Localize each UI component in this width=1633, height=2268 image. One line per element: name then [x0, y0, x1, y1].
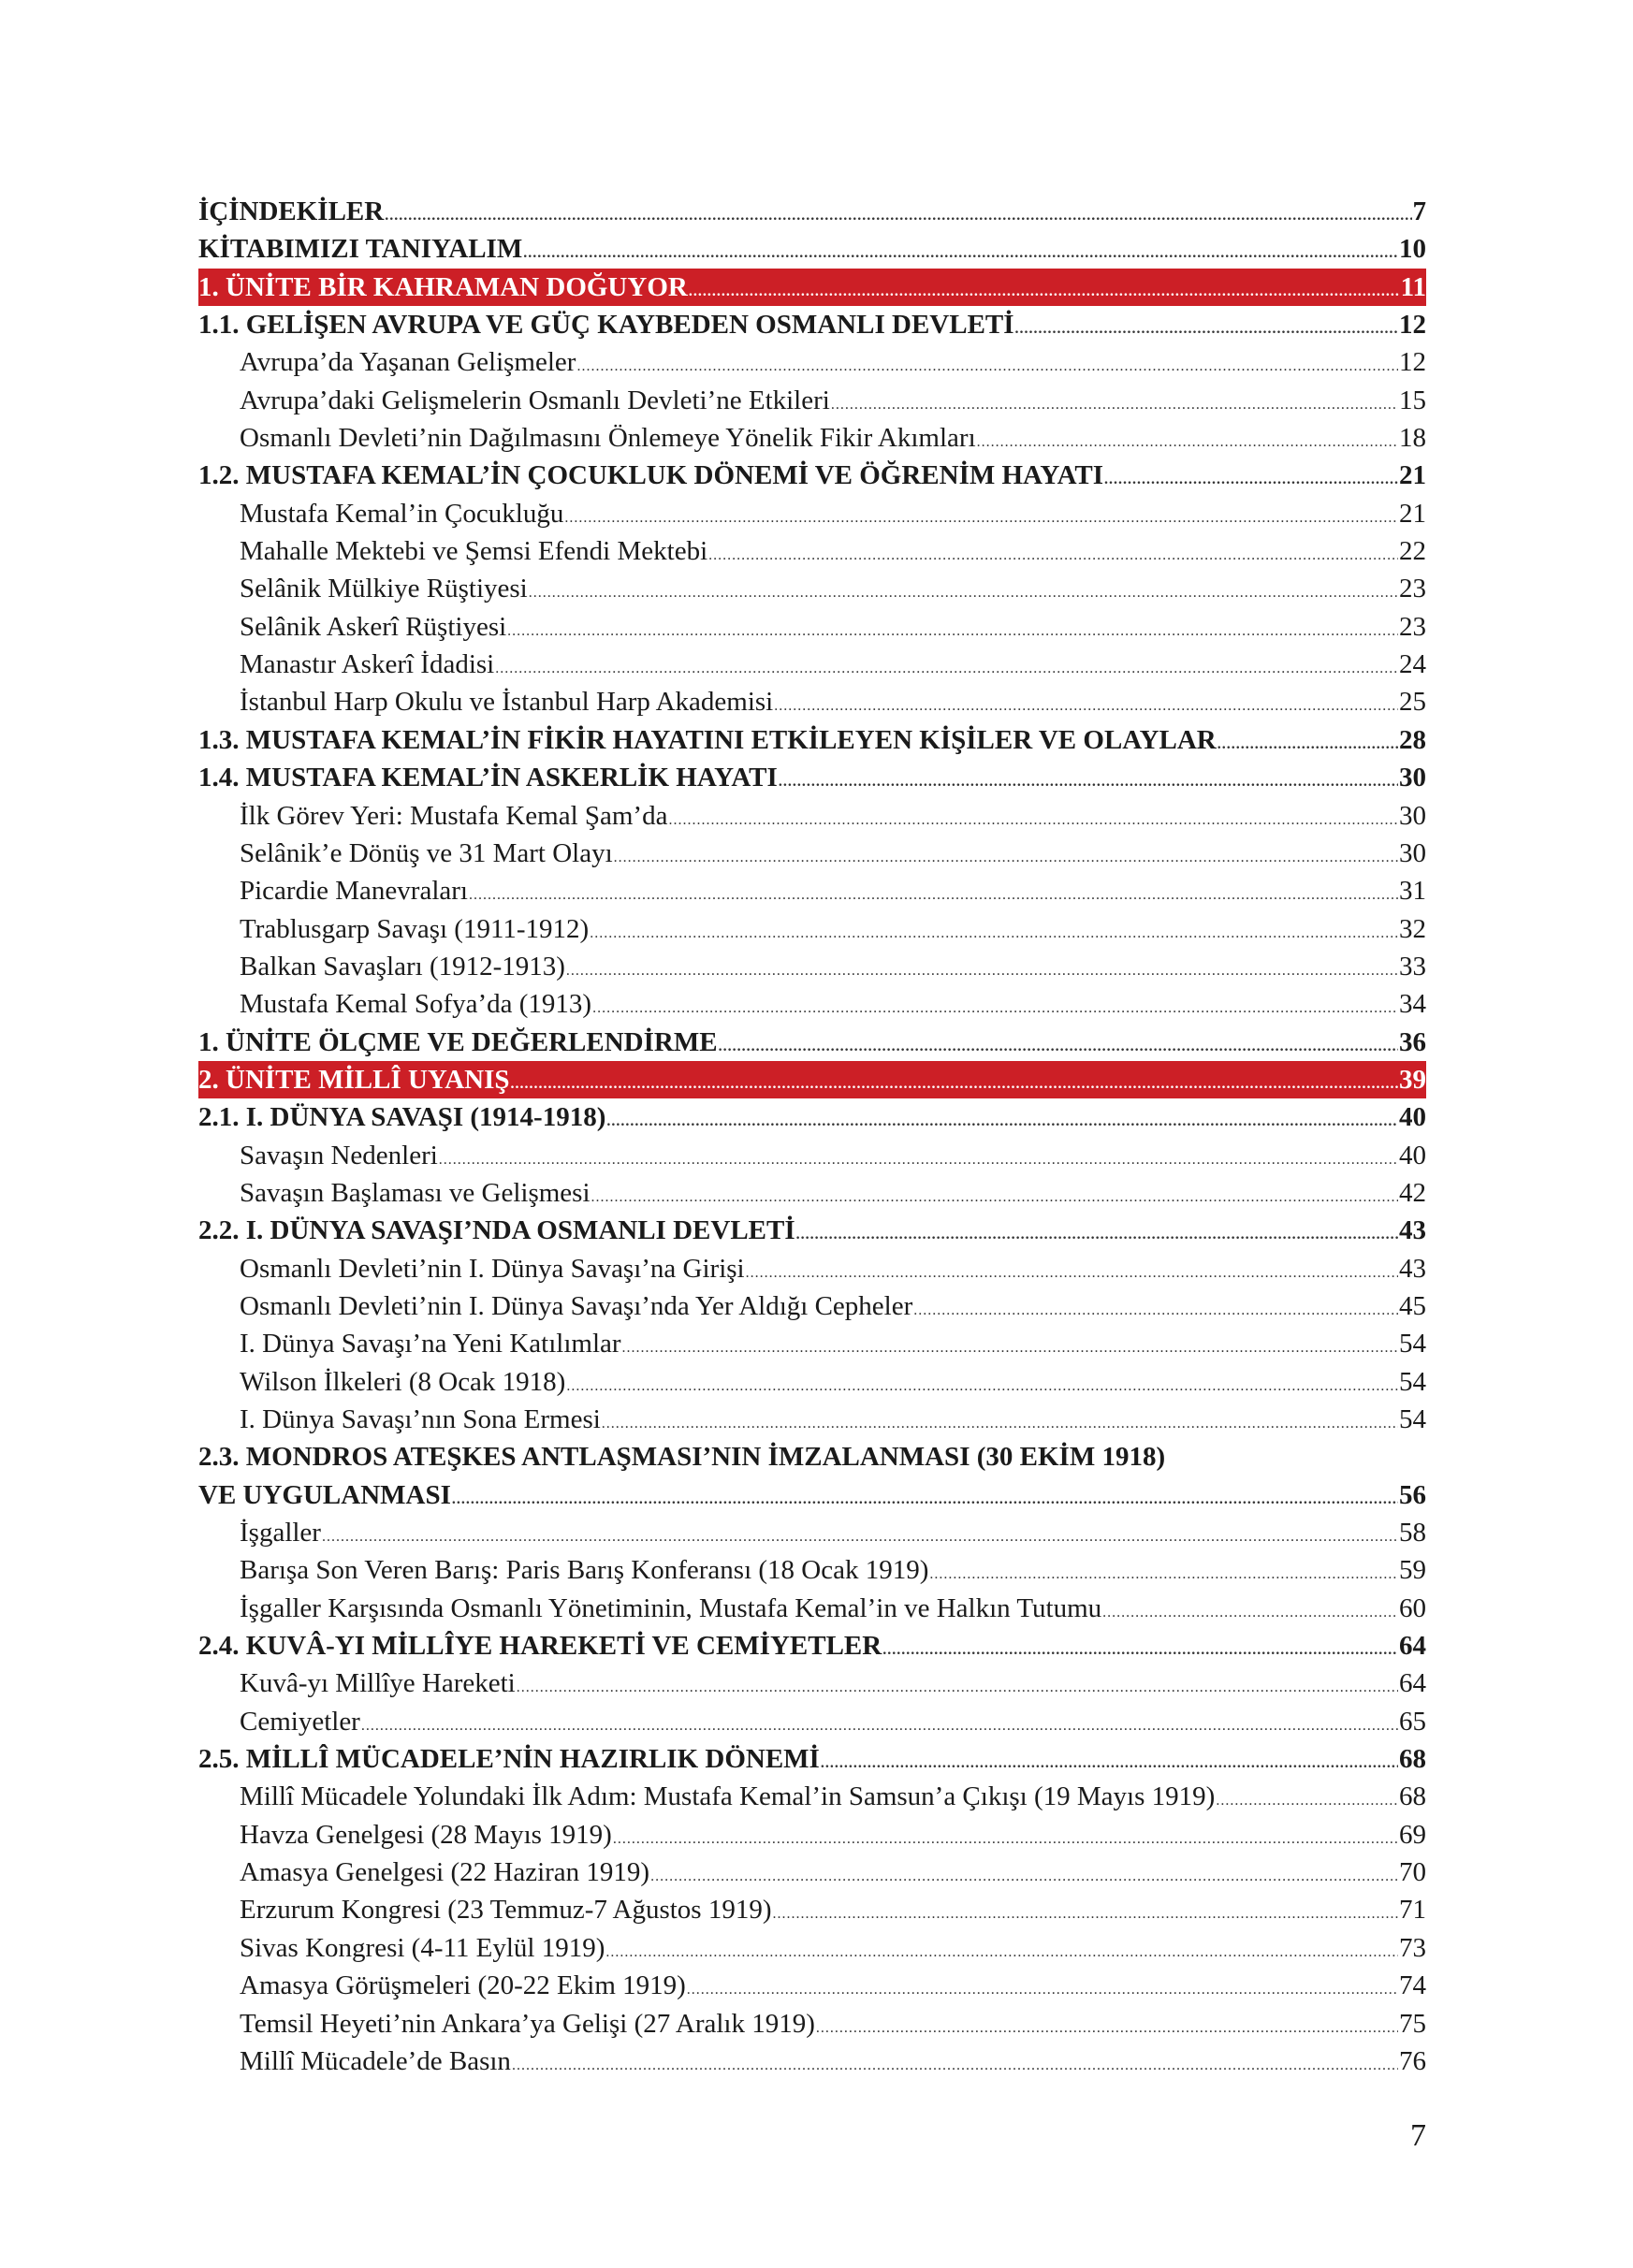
toc-page-number: 42 — [1399, 1177, 1426, 1208]
toc-entry-title: Savaşın Nedenleri — [240, 1140, 438, 1170]
toc-leader-dots — [606, 1103, 1398, 1141]
toc-page-number: 30 — [1399, 800, 1426, 831]
toc-entry-title: İşgaller Karşısında Osmanlı Yönetiminin, Mustafa Kemal’in ve Halkın Tutumu — [240, 1592, 1102, 1623]
toc-leader-dots — [566, 1368, 1398, 1405]
toc-leader-dots — [511, 1066, 1398, 1103]
toc-subentry-row[interactable] — [198, 1137, 1426, 1174]
toc-section-row[interactable] — [198, 1098, 1426, 1136]
toc-subentry-row[interactable] — [198, 382, 1426, 419]
toc-entry-title: Avrupa’da Yaşanan Gelişmeler — [240, 347, 576, 378]
toc-leader-dots — [495, 650, 1398, 688]
toc-subentry-row[interactable] — [198, 1703, 1426, 1740]
toc-entry-title: 2.4. KUVÂ-YI MİLLÎYE HAREKETİ VE CEMİYETLER — [198, 1631, 882, 1662]
toc-page-number: 69 — [1399, 1819, 1426, 1850]
toc-entry-title: Amasya Görüşmeleri (20-22 Ekim 1919) — [240, 1970, 686, 2001]
toc-leader-dots — [1216, 1782, 1398, 1820]
toc-entry-title: 1.2. MUSTAFA KEMAL’İN ÇOCUKLUK DÖNEMİ VE ÖĞRENİM HAYATI — [198, 460, 1104, 491]
toc-subentry-row[interactable] — [198, 1250, 1426, 1287]
toc-entry-title: 1.1. GELİŞEN AVRUPA VE GÜÇ KAYBEDEN OSMANLI DEVLETİ — [198, 310, 1014, 341]
toc-entry-title: 2.5. MİLLÎ MÜCADELE’NİN HAZIRLIK DÖNEMİ — [198, 1744, 820, 1775]
toc-entry-title: Manastır Askerî İdadisi — [240, 649, 495, 680]
toc-subentry-row[interactable] — [198, 1891, 1426, 1928]
toc-subentry-row[interactable] — [198, 1551, 1426, 1589]
toc-leader-dots — [746, 1255, 1398, 1292]
toc-subentry-row[interactable] — [198, 646, 1426, 683]
toc-leader-dots — [689, 273, 1400, 311]
toc-leader-dots — [668, 802, 1398, 839]
toc-entry-title: Barışa Son Veren Barış: Paris Barış Konferansı (18 Ocak 1919) — [240, 1555, 929, 1586]
toc-entry-title: Mustafa Kemal Sofya’da (1913) — [240, 989, 592, 1020]
toc-leader-dots — [614, 839, 1398, 877]
toc-leader-dots — [576, 348, 1398, 385]
toc-subentry-row[interactable] — [198, 2005, 1426, 2043]
toc-entry-title: Temsil Heyeti’nin Ankara’ya Gelişi (27 Aralık 1919) — [240, 2008, 815, 2039]
toc-leader-dots — [882, 1632, 1398, 1669]
toc-page-number: 71 — [1399, 1895, 1426, 1926]
toc-subentry-row[interactable] — [198, 608, 1426, 646]
toc-subentry-row[interactable] — [198, 1287, 1426, 1325]
toc-page-number: 36 — [1399, 1026, 1426, 1057]
toc-page-number: 24 — [1399, 649, 1426, 680]
toc-entry-title: Erzurum Kongresi (23 Temmuz-7 Ağustos 1919) — [240, 1895, 772, 1926]
toc-page-number: 10 — [1399, 234, 1426, 265]
toc-section-row[interactable] — [198, 230, 1426, 268]
toc-leader-dots — [622, 1330, 1398, 1367]
toc-page-number: 30 — [1399, 837, 1426, 868]
toc-entry-title: Kuvâ-yı Millîye Hareketi — [240, 1668, 516, 1699]
toc-entry-title: 1. ÜNİTE BİR KAHRAMAN DOĞUYOR — [198, 271, 688, 302]
table-of-contents — [198, 193, 1426, 2080]
toc-entry-title: İstanbul Harp Okulu ve İstanbul Harp Akademisi — [240, 687, 774, 718]
toc-leader-dots — [439, 1141, 1398, 1179]
toc-leader-dots — [816, 2010, 1398, 2047]
toc-page-number: 70 — [1399, 1857, 1426, 1888]
toc-section-row[interactable] — [198, 306, 1426, 343]
toc-entry-title: VE UYGULANMASI — [198, 1479, 451, 1510]
toc-leader-dots — [613, 1821, 1398, 1858]
toc-page-number: 54 — [1399, 1404, 1426, 1434]
toc-page-number: 21 — [1399, 460, 1426, 491]
toc-page-number: 76 — [1399, 2045, 1426, 2076]
toc-page-number: 64 — [1399, 1668, 1426, 1699]
toc-unit-row[interactable] — [198, 1061, 1426, 1098]
toc-section-row[interactable] — [198, 759, 1426, 796]
toc-leader-dots — [779, 763, 1398, 801]
toc-leader-dots — [469, 877, 1398, 914]
toc-subentry-row[interactable] — [198, 419, 1426, 457]
toc-page-number: 74 — [1399, 1970, 1426, 2001]
toc-leader-dots — [322, 1519, 1398, 1556]
toc-page-number: 31 — [1399, 876, 1426, 907]
toc-subentry-row[interactable] — [198, 532, 1426, 570]
toc-entry-title: Mahalle Mektebi ve Şemsi Efendi Mektebi — [240, 536, 708, 567]
toc-leader-dots — [774, 688, 1398, 725]
toc-section-row[interactable] — [198, 1627, 1426, 1665]
toc-entry-title: Havza Genelgesi (28 Mayıs 1919) — [240, 1819, 612, 1850]
toc-subentry-row[interactable] — [198, 1590, 1426, 1627]
toc-section-row[interactable] — [198, 1212, 1426, 1249]
toc-section-row[interactable] — [198, 1024, 1426, 1061]
toc-entry-title: Savaşın Başlaması ve Gelişmesi — [240, 1177, 591, 1208]
toc-page-number: 33 — [1399, 951, 1426, 981]
toc-entry-title: 2.1. I. DÜNYA SAVAŞI (1914-1918) — [198, 1102, 606, 1133]
toc-page-number: 22 — [1399, 536, 1426, 567]
toc-subentry-row[interactable] — [198, 2043, 1426, 2080]
toc-subentry-row[interactable] — [198, 1929, 1426, 1967]
toc-leader-dots — [592, 990, 1398, 1027]
toc-page-number: 34 — [1399, 989, 1426, 1020]
toc-subentry-row[interactable] — [198, 1325, 1426, 1362]
toc-leader-dots — [523, 235, 1398, 272]
toc-page-number: 12 — [1399, 347, 1426, 378]
toc-page-number: 11 — [1400, 271, 1426, 302]
toc-subentry-row[interactable] — [198, 910, 1426, 948]
toc-entry-title: Mustafa Kemal’in Çocukluğu — [240, 498, 564, 529]
toc-entry-title: İlk Görev Yeri: Mustafa Kemal Şam’da — [240, 800, 668, 831]
toc-page-number: 43 — [1399, 1253, 1426, 1284]
toc-entry-title: Wilson İlkeleri (8 Ocak 1918) — [240, 1366, 566, 1397]
toc-page-number: 58 — [1399, 1518, 1426, 1548]
toc-entry-title: Osmanlı Devleti’nin I. Dünya Savaşı’na Girişi — [240, 1253, 745, 1284]
toc-section-row[interactable] — [198, 1476, 1426, 1514]
toc-leader-dots — [564, 500, 1398, 537]
toc-leader-dots — [719, 1028, 1398, 1066]
toc-entry-title: Picardie Manevraları — [240, 876, 468, 907]
toc-subentry-row[interactable] — [198, 343, 1426, 381]
toc-subentry-row[interactable] — [198, 1174, 1426, 1212]
toc-page-number: 60 — [1399, 1592, 1426, 1623]
toc-page-number: 23 — [1399, 574, 1426, 604]
toc-page-number: 54 — [1399, 1329, 1426, 1359]
toc-leader-dots — [590, 915, 1398, 952]
toc-entry-title: Avrupa’daki Gelişmelerin Osmanlı Devleti’ne Etkileri — [240, 385, 830, 415]
toc-entry-title: Sivas Kongresi (4-11 Eylül 1919) — [240, 1932, 605, 1963]
toc-page-number: 32 — [1399, 913, 1426, 944]
toc-leader-dots — [1104, 461, 1398, 499]
toc-page-number: 28 — [1399, 724, 1426, 755]
toc-unit-row[interactable] — [198, 269, 1426, 306]
toc-leader-dots — [1015, 311, 1398, 348]
toc-subentry-row[interactable] — [198, 835, 1426, 872]
toc-page-number: 59 — [1399, 1555, 1426, 1586]
toc-entry-title: Millî Mücadele Yolundaki İlk Adım: Mustafa Kemal’in Samsun’a Çıkışı (19 Mayıs 1919) — [240, 1781, 1216, 1812]
toc-page-number: 68 — [1399, 1781, 1426, 1812]
toc-leader-dots — [512, 2047, 1398, 2085]
toc-leader-dots — [650, 1858, 1398, 1896]
toc-page-number: 56 — [1399, 1479, 1426, 1510]
toc-entry-title: Selânik’e Dönüş ve 31 Mart Olayı — [240, 837, 613, 868]
toc-entry-title: Millî Mücadele’de Basın — [240, 2045, 511, 2076]
toc-page-number: 12 — [1399, 310, 1426, 341]
toc-subentry-row[interactable] — [198, 797, 1426, 835]
toc-leader-dots — [605, 1934, 1398, 1971]
toc-subentry-row[interactable] — [198, 1854, 1426, 1891]
toc-leader-dots — [708, 537, 1398, 574]
toc-page-number: 64 — [1399, 1631, 1426, 1662]
toc-page-number: 40 — [1399, 1102, 1426, 1133]
toc-entry-title: Selânik Mülkiye Rüştiyesi — [240, 574, 528, 604]
toc-leader-dots — [796, 1216, 1398, 1254]
toc-page-number: 75 — [1399, 2008, 1426, 2039]
toc-page-number: 21 — [1399, 498, 1426, 529]
toc-leader-dots — [913, 1292, 1398, 1330]
toc-leader-dots — [773, 1896, 1399, 1933]
toc-entry-title: Osmanlı Devleti’nin Dağılmasını Önlemeye Yönelik Fikir Akımları — [240, 423, 976, 454]
toc-leader-dots — [361, 1708, 1398, 1745]
toc-section-row[interactable] — [198, 193, 1426, 230]
toc-leader-dots — [385, 197, 1411, 235]
toc-entry-title: 2.3. MONDROS ATEŞKES ANTLAŞMASI’NIN İMZALANMASI (30 EKİM 1918) — [198, 1442, 1166, 1473]
toc-leader-dots — [529, 574, 1398, 612]
toc-subentry-row[interactable] — [198, 1401, 1426, 1438]
toc-subentry-row[interactable] — [198, 683, 1426, 720]
toc-page-number: 23 — [1399, 611, 1426, 642]
toc-leader-dots — [1102, 1594, 1398, 1632]
toc-leader-dots — [452, 1481, 1398, 1519]
toc-entry-title: Amasya Genelgesi (22 Haziran 1919) — [240, 1857, 650, 1888]
toc-section-row[interactable] — [198, 1740, 1426, 1778]
toc-entry-title: Balkan Savaşları (1912-1913) — [240, 951, 565, 981]
toc-entry-title: 1.3. MUSTAFA KEMAL’İN FİKİR HAYATINI ETKİLEYEN KİŞİLER VE OLAYLAR — [198, 724, 1217, 755]
toc-leader-dots — [687, 1971, 1398, 2009]
toc-subentry-row[interactable] — [198, 1816, 1426, 1854]
toc-page-number: 18 — [1399, 423, 1426, 454]
toc-leader-dots — [591, 1179, 1398, 1216]
toc-leader-dots — [602, 1405, 1398, 1443]
toc-leader-dots — [977, 424, 1398, 461]
toc-page-number: 30 — [1399, 763, 1426, 793]
toc-section-row[interactable] — [198, 1438, 1426, 1476]
toc-section-row[interactable] — [198, 721, 1426, 759]
toc-entry-title: Cemiyetler — [240, 1706, 360, 1737]
toc-entry-title: 2.2. I. DÜNYA SAVAŞI’NDA OSMANLI DEVLETİ — [198, 1215, 795, 1246]
toc-subentry-row[interactable] — [198, 570, 1426, 607]
toc-subentry-row[interactable] — [198, 1665, 1426, 1702]
toc-page-number: 39 — [1399, 1064, 1426, 1095]
toc-entry-title: 2. ÜNİTE MİLLÎ UYANIŞ — [198, 1064, 510, 1095]
toc-section-row[interactable] — [198, 457, 1426, 494]
toc-entry-title: İşgaller — [240, 1518, 321, 1548]
toc-entry-title: İÇİNDEKİLER — [198, 196, 385, 226]
toc-subentry-row[interactable] — [198, 495, 1426, 532]
toc-subentry-row[interactable] — [198, 1514, 1426, 1551]
toc-subentry-row[interactable] — [198, 1363, 1426, 1401]
toc-page-number: 7 — [1412, 196, 1426, 226]
toc-page-number: 65 — [1399, 1706, 1426, 1737]
toc-subentry-row[interactable] — [198, 948, 1426, 985]
toc-page-number: 73 — [1399, 1932, 1426, 1963]
page-number: 7 — [1410, 2118, 1426, 2153]
toc-subentry-row[interactable] — [198, 985, 1426, 1023]
toc-subentry-row[interactable] — [198, 1967, 1426, 2004]
toc-entry-title: Selânik Askerî Rüştiyesi — [240, 611, 507, 642]
toc-subentry-row[interactable] — [198, 872, 1426, 909]
toc-leader-dots — [831, 386, 1398, 424]
toc-leader-dots — [929, 1556, 1398, 1593]
toc-entry-title: I. Dünya Savaşı’na Yeni Katılımlar — [240, 1329, 621, 1359]
toc-entry-title: KİTABIMIZI TANIYALIM — [198, 234, 523, 265]
toc-entry-title: I. Dünya Savaşı’nın Sona Ermesi — [240, 1404, 601, 1434]
toc-page-number: 43 — [1399, 1215, 1426, 1246]
toc-subentry-row[interactable] — [198, 1778, 1426, 1815]
toc-page-number: 45 — [1399, 1290, 1426, 1321]
toc-leader-dots — [507, 613, 1398, 650]
toc-page-number: 40 — [1399, 1140, 1426, 1170]
toc-page-number: 15 — [1399, 385, 1426, 415]
toc-leader-dots — [1217, 726, 1398, 763]
toc-entry-title: 1.4. MUSTAFA KEMAL’İN ASKERLİK HAYATI — [198, 763, 778, 793]
toc-page-number: 68 — [1399, 1744, 1426, 1775]
toc-page-number: 25 — [1399, 687, 1426, 718]
toc-entry-title: Osmanlı Devleti’nin I. Dünya Savaşı’nda Yer Aldığı Cepheler — [240, 1290, 913, 1321]
toc-leader-dots — [566, 952, 1398, 990]
toc-entry-title: Trablusgarp Savaşı (1911-1912) — [240, 913, 590, 944]
toc-leader-dots — [821, 1745, 1398, 1782]
toc-entry-title: 1. ÜNİTE ÖLÇME VE DEĞERLENDİRME — [198, 1026, 718, 1057]
toc-leader-dots — [517, 1669, 1398, 1707]
toc-page-number: 54 — [1399, 1366, 1426, 1397]
